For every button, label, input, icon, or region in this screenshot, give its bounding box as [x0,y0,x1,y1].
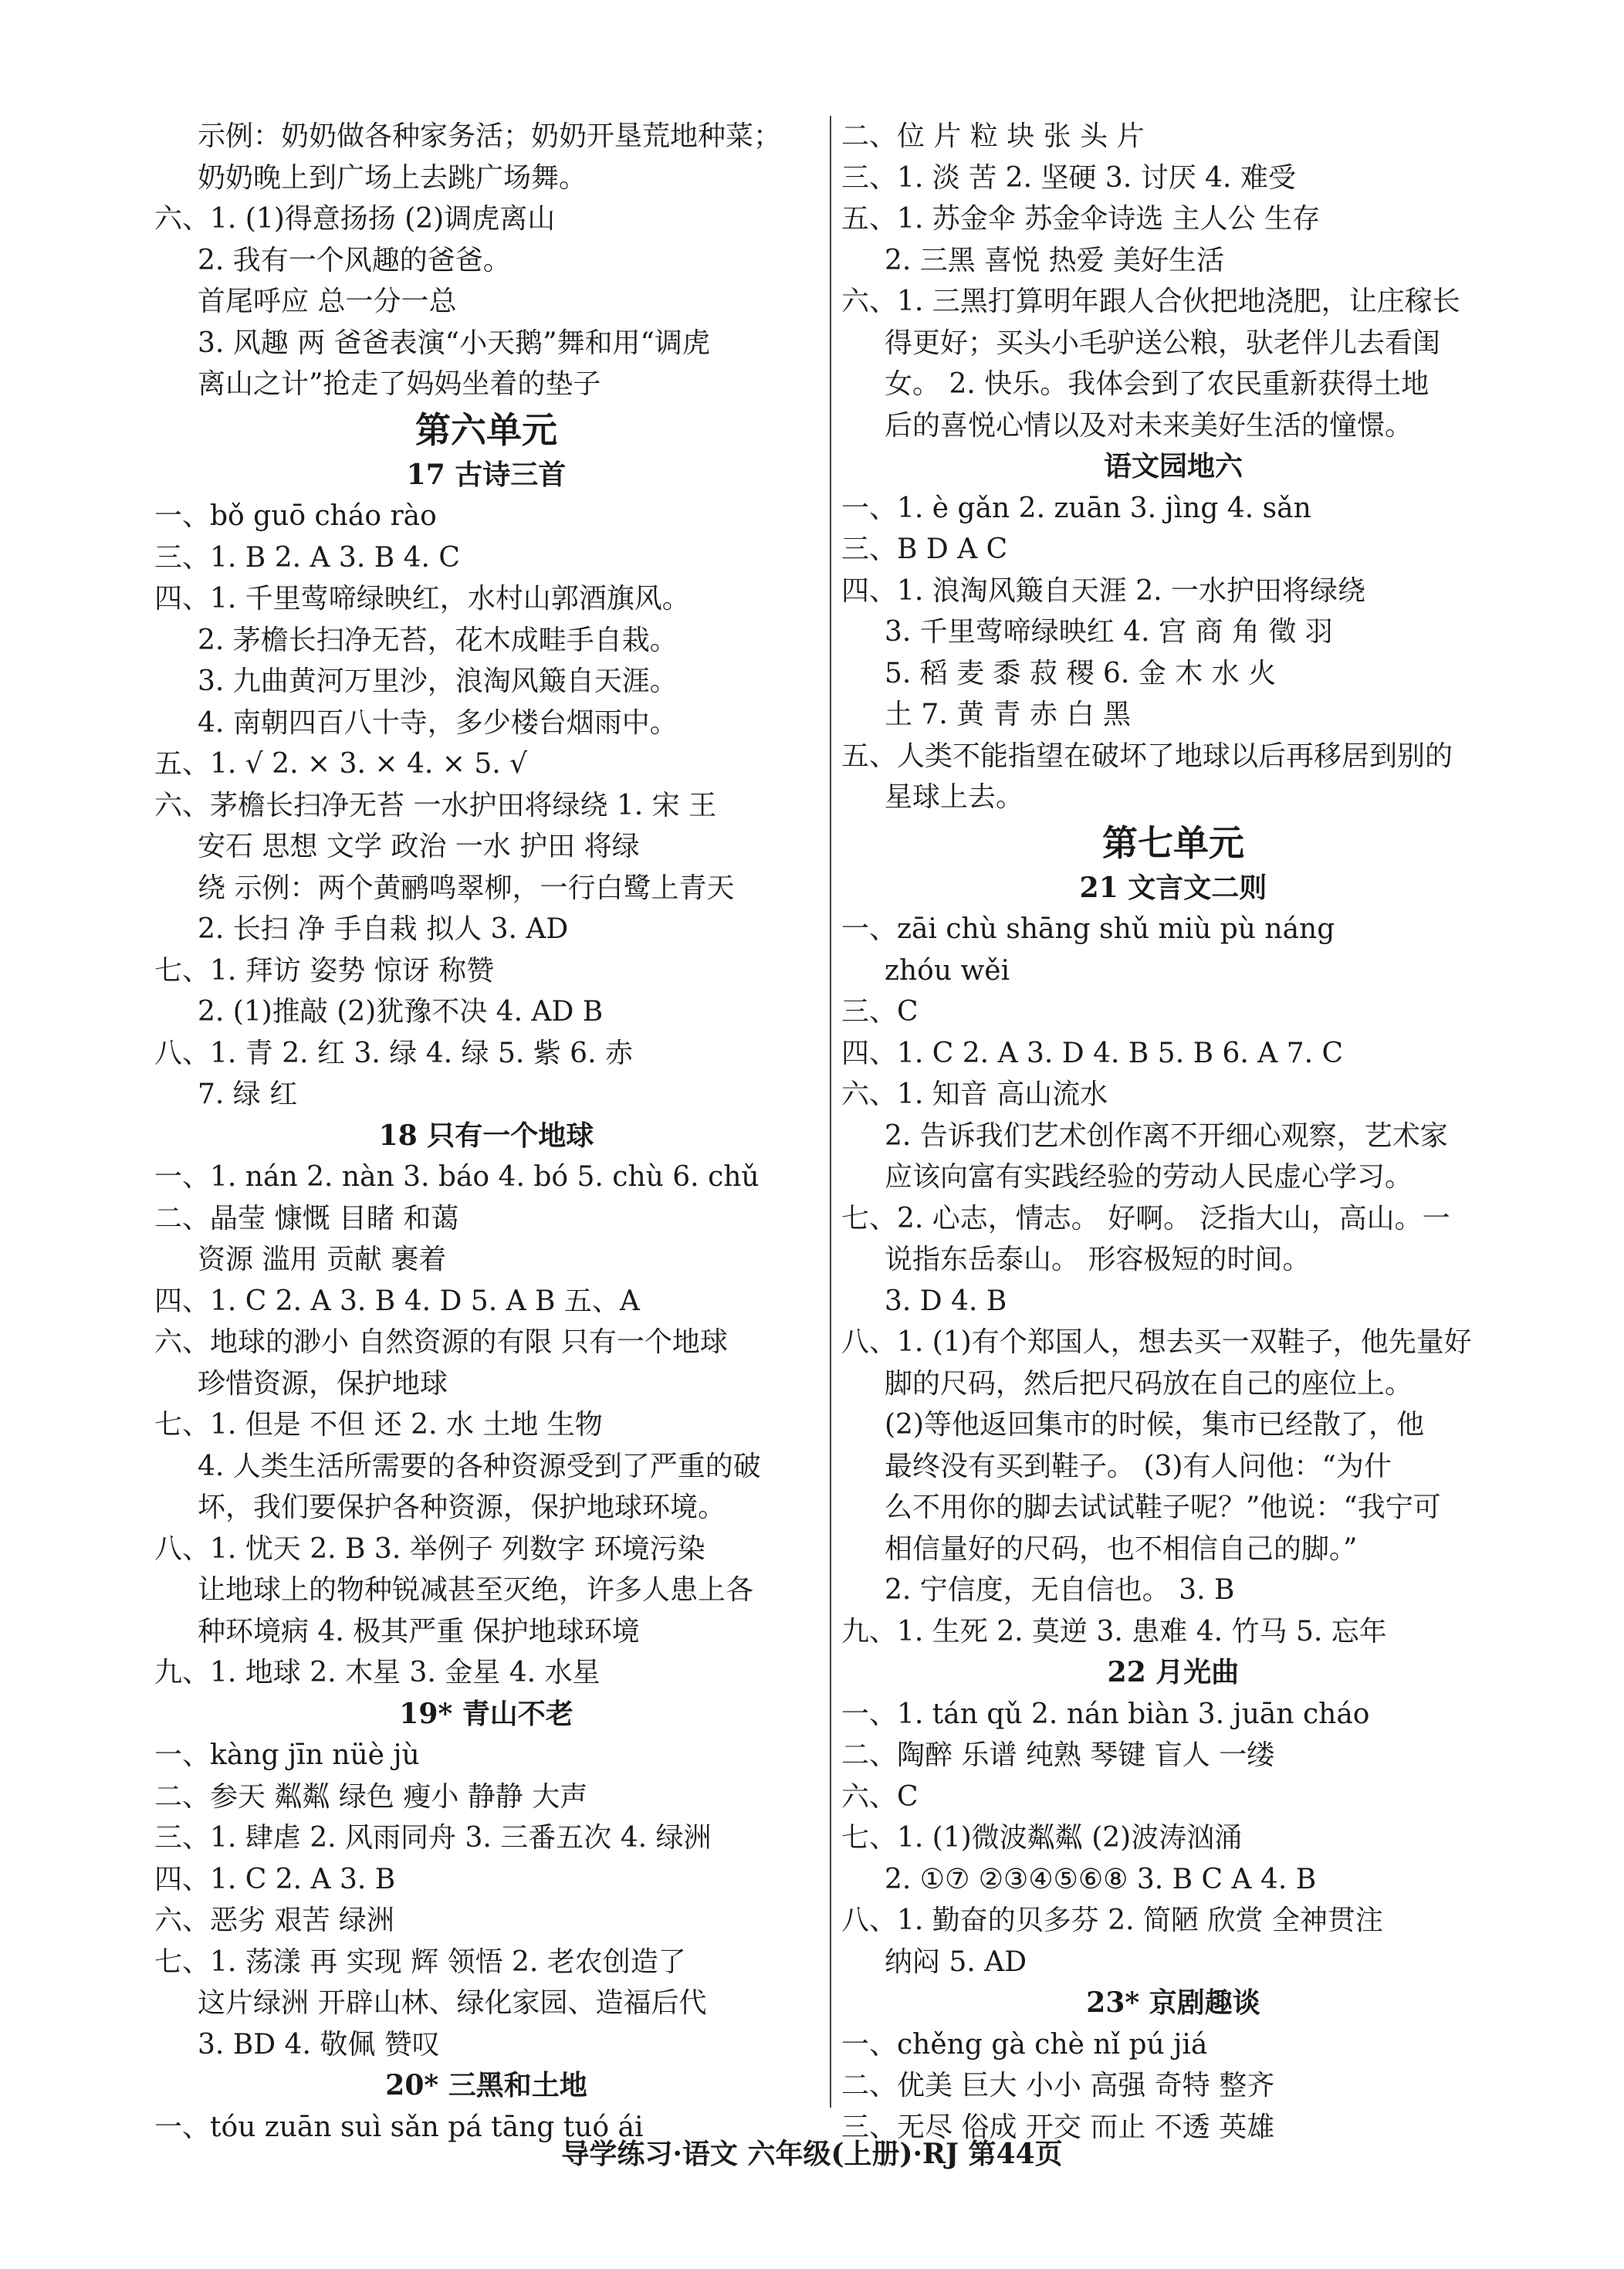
answer-line: 星球上去。 [885,781,1024,813]
left-column [154,116,818,2148]
answer-line: 7. 绿 红 [198,1079,298,1110]
answer-line: 安石 思想 文学 政治 一水 护田 将绿 [198,831,640,862]
answer-line: 九、1. 生死 2. 莫逆 3. 患难 4. 竹马 5. 忘年 [841,1615,1387,1648]
answer-line: 4. 人类生活所需要的各种资源受到了严重的破 [198,1450,761,1482]
answer-line: 二、位 片 粒 块 张 头 片 [841,120,1145,152]
lesson-heading: 21 文言文二则 [1079,871,1267,904]
answer-line: 一、bǒ guō cháo rào [154,500,437,532]
answer-line: 资源 滥用 贡献 裹着 [198,1244,447,1275]
answer-line: 4. 南朝四百八十寺，多少楼台烟雨中。 [198,706,678,739]
lesson-heading: 18 只有一个地球 [378,1119,594,1152]
answer-line: 得更好；买头小毛驴送公粮，驮老伴儿去看闺 [885,327,1441,359]
answer-line: 四、1. C 2. A 3. B [154,1863,396,1895]
answer-line: 五、1. √ 2. × 3. × 4. × 5. √ [154,748,528,780]
answer-line: 3. BD 4. 敬佩 赞叹 [198,2028,440,2061]
answer-line: 三、无尽 俗成 开交 而止 不透 英雄 [841,2111,1275,2143]
answer-line: 一、kàng jīn nüè jù [154,1739,420,1771]
answer-line: 一、zāi chù shāng shǔ miù pù náng [841,913,1335,945]
answer-line: 应该向富有实践经验的劳动人民虚心学习。 [885,1161,1413,1193]
answer-line: 六、1. (1)得意扬扬 (2)调虎离山 [154,203,556,235]
answer-line: 5. 稻 麦 黍 菽 稷 6. 金 木 水 火 [885,657,1277,689]
right-column [841,116,1505,2148]
answer-line: 一、1. nán 2. nàn 3. báo 4. bó 5. chù 6. chǔ [154,1161,760,1193]
answer-line: 八、1. (1)有个郑国人，想去买一双鞋子，他先量好 [841,1326,1472,1358]
answer-line: (2)等他返回集市的时候，集市已经散了，他 [885,1409,1424,1441]
answer-line: 六、C [841,1780,919,1813]
answer-line: 二、优美 巨大 小小 高强 奇特 整齐 [841,2070,1275,2101]
answer-line: 八、1. 青 2. 红 3. 绿 4. 绿 5. 紫 6. 赤 [154,1037,633,1069]
answer-line: 最终没有买到鞋子。 (3)有人问他：“为什 [885,1450,1392,1482]
lesson-heading: 20* 三黑和土地 [385,2069,587,2101]
answer-line: 二、参天 粼粼 绿色 瘦小 静静 大声 [154,1780,588,1813]
answer-line: 一、tóu zuān suì sǎn pá tāng tuó ái [154,2111,644,2143]
answer-line: 三、B D A C [841,533,1008,565]
answer-line: 一、chěng gà chè nǐ pú jiá [841,2028,1208,2061]
answer-line: 七、1. (1)微波粼粼 (2)波涛汹涌 [841,1822,1243,1854]
answer-line: 三、1. 肆虐 2. 风雨同舟 3. 三番五次 4. 绿洲 [154,1822,712,1854]
answer-line: 土 7. 黄 青 赤 白 黑 [885,699,1132,730]
answer-line: 脚的尺码，然后把尺码放在自己的座位上。 [885,1367,1413,1400]
answer-line: 2. (1)推敲 (2)犹豫不决 4. AD B [198,996,604,1028]
answer-line: 八、1. 忧天 2. B 3. 举例子 列数字 环境污染 [154,1532,705,1565]
answer-line: 七、1. 荡漾 再 实现 辉 领悟 2. 老农创造了 [154,1946,686,1978]
column-divider [830,116,831,2108]
answer-line: 后的喜悦心情以及对未来美好生活的憧憬。 [885,409,1413,442]
lesson-heading: 23* 京剧趣谈 [1086,1986,1260,2019]
answer-line: 一、1. è gǎn 2. zuān 3. jìng 4. sǎn [841,492,1311,524]
answer-line: 2. ①⑦ ②③④⑤⑥⑧ 3. B C A 4. B [885,1863,1317,1895]
answer-line: 四、1. C 2. A 3. B 4. D 5. A B 五、A [154,1285,640,1317]
answer-line: 2. 长扫 净 手自栽 拟人 3. AD [198,913,569,945]
answer-line: 四、1. C 2. A 3. D 4. B 5. B 6. A 7. C [841,1037,1344,1069]
answer-line: 女。 2. 快乐。我体会到了农民重新获得土地 [885,368,1429,400]
lesson-heading: 19* 青山不老 [399,1697,573,1730]
answer-line: 这片绿洲 开辟山林、绿化家园、造福后代 [198,1987,707,2019]
answer-line: 五、人类不能指望在破坏了地球以后再移居到别的 [841,740,1453,772]
answer-line: 六、茅檐长扫净无苔 一水护田将绿绕 1. 宋 王 [154,789,717,821]
page-footer: 导学练习·语文 六年级(上册)·RJ 第44页 [561,2138,1063,2170]
answer-line: 三、1. B 2. A 3. B 4. C [154,541,460,574]
answer-line: 2. 茅檐长扫净无苔，花木成畦手自栽。 [198,624,678,656]
answer-line: 三、C [841,996,919,1028]
answer-line: 二、陶醉 乐谱 纯熟 琴键 盲人 一缕 [841,1739,1275,1771]
answer-line: 六、地球的渺小 自然资源的有限 只有一个地球 [154,1326,728,1358]
answer-line: 说指东岳泰山。 形容极短的时间。 [885,1244,1311,1275]
answer-line: 绕 示例：两个黄鹂鸣翠柳，一行白鹭上青天 [198,872,735,904]
lesson-heading: 17 古诗三首 [406,458,567,491]
answer-line: 让地球上的物种锐减甚至灭绝，许多人患上各 [198,1574,754,1606]
answer-line: 3. 九曲黄河万里沙，浪淘风簸自天涯。 [198,665,678,697]
answer-line: 四、1. 浪淘风簸自天涯 2. 一水护田将绿绕 [841,574,1366,607]
unit-heading: 第七单元 [1102,821,1244,864]
answer-line: 七、2. 心志，情志。 好啊。 泛指大山，高山。一 [841,1202,1450,1234]
answer-line: zhóu wěi [885,954,1010,987]
answer-line: 示例：奶奶做各种家务活；奶奶开垦荒地种菜； [198,120,782,152]
answer-line: 离山之计”抢走了妈妈坐着的垫子 [198,368,601,400]
answer-line: 3. D 4. B [885,1285,1007,1317]
unit-heading: 第六单元 [415,408,557,451]
answer-line: 三、1. 淡 苦 2. 坚硬 3. 讨厌 4. 难受 [841,161,1296,194]
answer-line: 坏，我们要保护各种资源，保护地球环境。 [198,1492,726,1523]
lesson-heading: 语文园地六 [1103,450,1243,483]
answer-line: 2. 我有一个风趣的爸爸。 [198,244,511,276]
answer-line: 五、1. 苏金伞 苏金伞诗选 主人公 生存 [841,203,1321,235]
answer-line: 二、晶莹 慷慨 目睹 和蔼 [154,1202,459,1234]
answer-line: 九、1. 地球 2. 木星 3. 金星 4. 水星 [154,1657,601,1688]
answer-line: 纳闷 5. AD [885,1946,1027,1978]
answer-line: 2. 三黑 喜悦 热爱 美好生活 [885,244,1225,276]
answer-line: 3. 风趣 两 爸爸表演“小天鹅”舞和用“调虎 [198,327,710,359]
lesson-heading: 22 月光曲 [1107,1656,1240,1688]
answer-line: 珍惜资源，保护地球 [198,1367,448,1400]
answer-line: 四、1. 千里莺啼绿映红，水村山郭酒旗风。 [154,583,690,615]
answer-line: 2. 宁信度，无自信也。 3. B [885,1574,1235,1606]
answer-line: 3. 千里莺啼绿映红 4. 宫 商 角 徵 羽 [885,616,1333,648]
answer-line: 七、1. 但是 不但 还 2. 水 土地 生物 [154,1409,603,1441]
answer-line: 么不用你的脚去试试鞋子呢？”他说：“我宁可 [885,1492,1441,1523]
answer-line: 八、1. 勤奋的贝多芬 2. 简陋 欣赏 全神贯注 [841,1905,1383,1936]
answer-line: 六、1. 三黑打算明年跟人合伙把地浇肥，让庄稼长 [841,286,1460,317]
answer-line: 首尾呼应 总一分一总 [198,286,457,317]
answer-line: 相信量好的尺码，也不相信自己的脚。” [885,1532,1358,1565]
answer-line: 七、1. 拜访 姿势 惊讶 称赞 [154,954,495,987]
answer-line: 2. 告诉我们艺术创作离不开细心观察，艺术家 [885,1119,1448,1152]
answer-line: 六、1. 知音 高山流水 [841,1079,1108,1110]
answer-line: 种环境病 4. 极其严重 保护地球环境 [198,1615,640,1648]
answer-line: 一、1. tán qǔ 2. nán biàn 3. juān cháo [841,1698,1370,1730]
answer-line: 奶奶晚上到广场上去跳广场舞。 [198,161,587,194]
answer-line: 六、恶劣 艰苦 绿洲 [154,1905,394,1936]
